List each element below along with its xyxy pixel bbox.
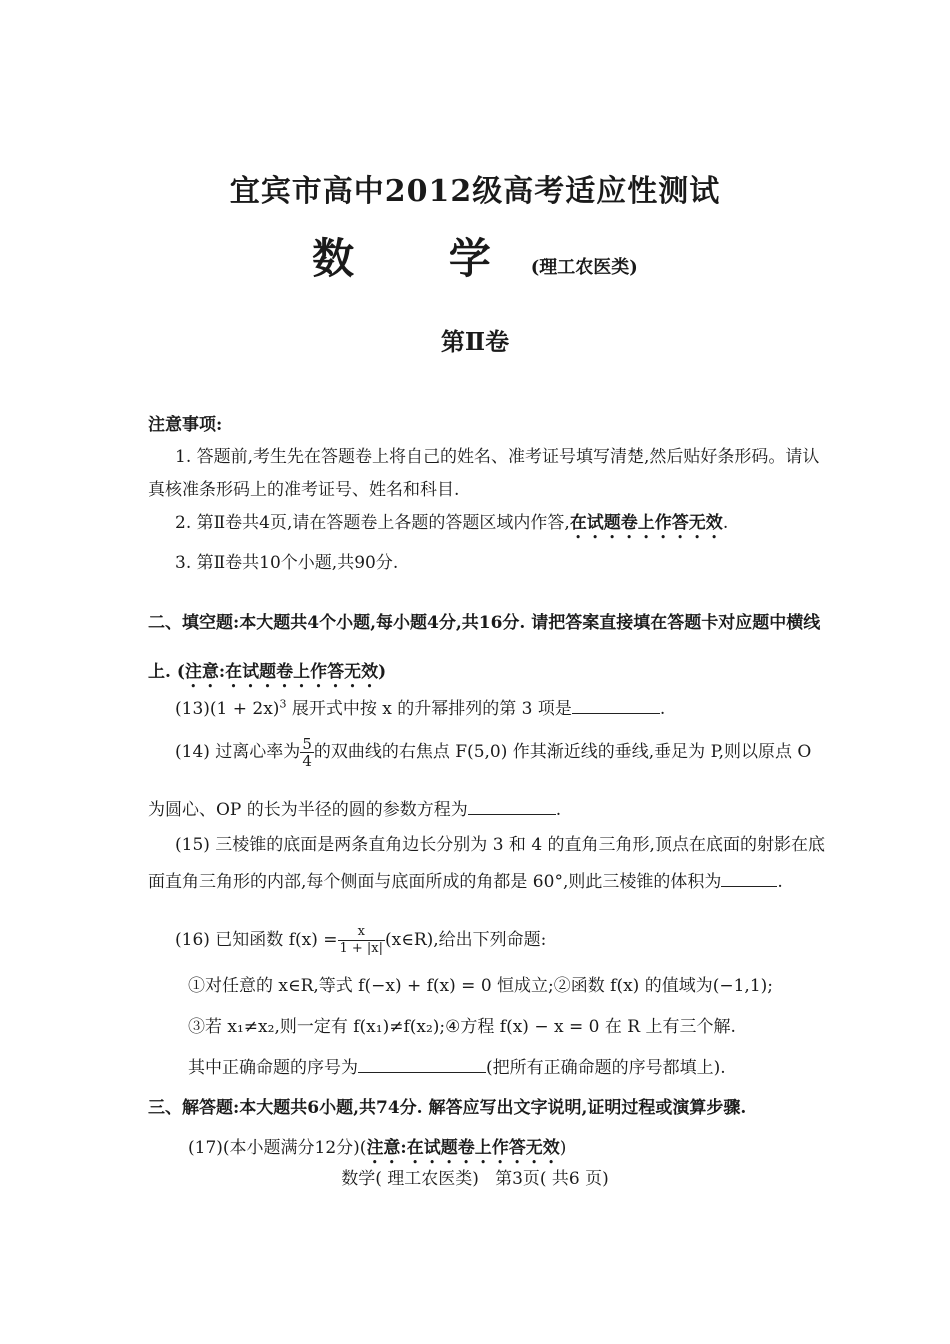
notice-heading: 注意事项:	[148, 415, 223, 435]
question-17-end: )	[559, 1138, 567, 1158]
volume-heading: 第Ⅱ卷	[440, 327, 510, 356]
question-14-line-2	[148, 795, 561, 820]
answer-blank-14	[468, 800, 556, 815]
subject-heading	[0, 226, 950, 286]
notice-item-2-end: .	[722, 513, 729, 533]
section-2-intro-line-1: 二、填空题:本大题共4个小题,每小题4分,共16分. 请把答案直接填在答题卡对应题中横线	[148, 613, 821, 633]
function-fraction	[338, 924, 386, 957]
question-15-line-2-text: 面直角三角形的内部,每个侧面与底面所成的角都是 60°,则此三棱锥的体积为	[148, 872, 722, 892]
question-15-line-1: (15) 三棱锥的底面是两条直角边长分别为 3 和 4 的直角三角形,顶点在底面的射影在底	[175, 835, 825, 855]
subject-category: (理工农医类)	[530, 257, 638, 278]
question-14-line-2-text: 为圆心、OP 的长为半径的圆的参数方程为	[148, 800, 468, 820]
answer-blank-16	[358, 1058, 486, 1073]
section-2-intro-end: )	[378, 662, 387, 682]
question-17-text: (17)(本小题满分12分)(	[188, 1138, 367, 1158]
notice-item-1-line-1: 1. 答题前,考生先在答题卷上将自己的姓名、准考证号填写清楚,然后贴好条形码。请认	[175, 447, 820, 467]
question-17-header	[188, 1133, 566, 1168]
page-footer: 数学( 理工农医类) 第3页( 共6 页)	[341, 1169, 609, 1189]
question-15-line-2	[148, 867, 783, 892]
question-14-text-end: 的双曲线的右焦点 F(5,0) 作其渐近线的垂线,垂足为 P,则以原点 O	[313, 742, 812, 762]
question-16-line-1	[175, 924, 546, 957]
section-2-intro-start: 上. (	[148, 662, 185, 682]
question-14-end: .	[555, 800, 562, 820]
notice-item-3: 3. 第Ⅱ卷共10个小题,共90分.	[175, 553, 399, 573]
question-16-text-start: (16) 已知函数 f(x) =	[175, 930, 338, 950]
propositions-3-4: ③若 x₁≠x₂,则一定有 f(x₁)≠f(x₂);④方程 f(x) − x = 0 在 R 上有三个解.	[188, 1017, 736, 1037]
question-13-end: .	[659, 699, 666, 719]
question-13	[175, 694, 665, 719]
question-13-number: (13)	[175, 699, 210, 719]
question-15-end: .	[777, 872, 783, 892]
question-13-exponent: 3	[279, 697, 287, 711]
question-14-line-1	[175, 736, 811, 769]
question-16-answer-hint: (把所有正确命题的序号都填上).	[486, 1058, 726, 1078]
notice-item-2-emphasis: 在试题卷上作答无效	[569, 513, 723, 533]
question-13-text: 展开式中按 x 的升幂排列的第 3 项是	[286, 699, 572, 719]
exam-title: 宜宾市高中2012级高考适应性测试	[229, 174, 721, 209]
eccentricity-fraction	[300, 736, 314, 769]
fraction-denominator: 4	[302, 752, 312, 770]
question-13-expression: (1 + 2x)	[209, 699, 280, 719]
answer-blank-15	[721, 872, 777, 887]
question-16-text-end: (x∈R),给出下列命题:	[385, 930, 547, 950]
function-numerator: x	[338, 924, 386, 941]
question-16-answer-prompt: 其中正确命题的序号为	[188, 1058, 358, 1078]
fraction-numerator: 5	[302, 735, 312, 753]
section-2-emphasis: 注意:在试题卷上作答无效	[184, 662, 379, 682]
notice-item-1-line-2: 真核准条形码上的准考证号、姓名和科目.	[148, 480, 460, 500]
question-16-answer-line	[188, 1053, 726, 1078]
notice-item-2-text: 2. 第Ⅱ卷共4页,请在答题卷上各题的答题区域内作答,	[175, 513, 570, 533]
answer-blank-13	[572, 699, 660, 714]
notice-item-2	[175, 508, 728, 543]
section-2-intro-line-2	[148, 657, 386, 692]
subject-name: 数 学	[312, 234, 531, 283]
section-3-intro: 三、解答题:本大题共6小题,共74分. 解答应写出文字说明,证明过程或演算步骤.	[148, 1098, 747, 1118]
propositions-1-2: ①对任意的 x∈R,等式 f(−x) + f(x) = 0 恒成立;②函数 f(x) 的值域为(−1,1);	[188, 976, 773, 996]
function-denominator: 1 + |x|	[339, 941, 384, 956]
question-17-emphasis: 注意:在试题卷上作答无效	[366, 1138, 560, 1158]
question-14-text-start: (14) 过离心率为	[175, 742, 301, 762]
